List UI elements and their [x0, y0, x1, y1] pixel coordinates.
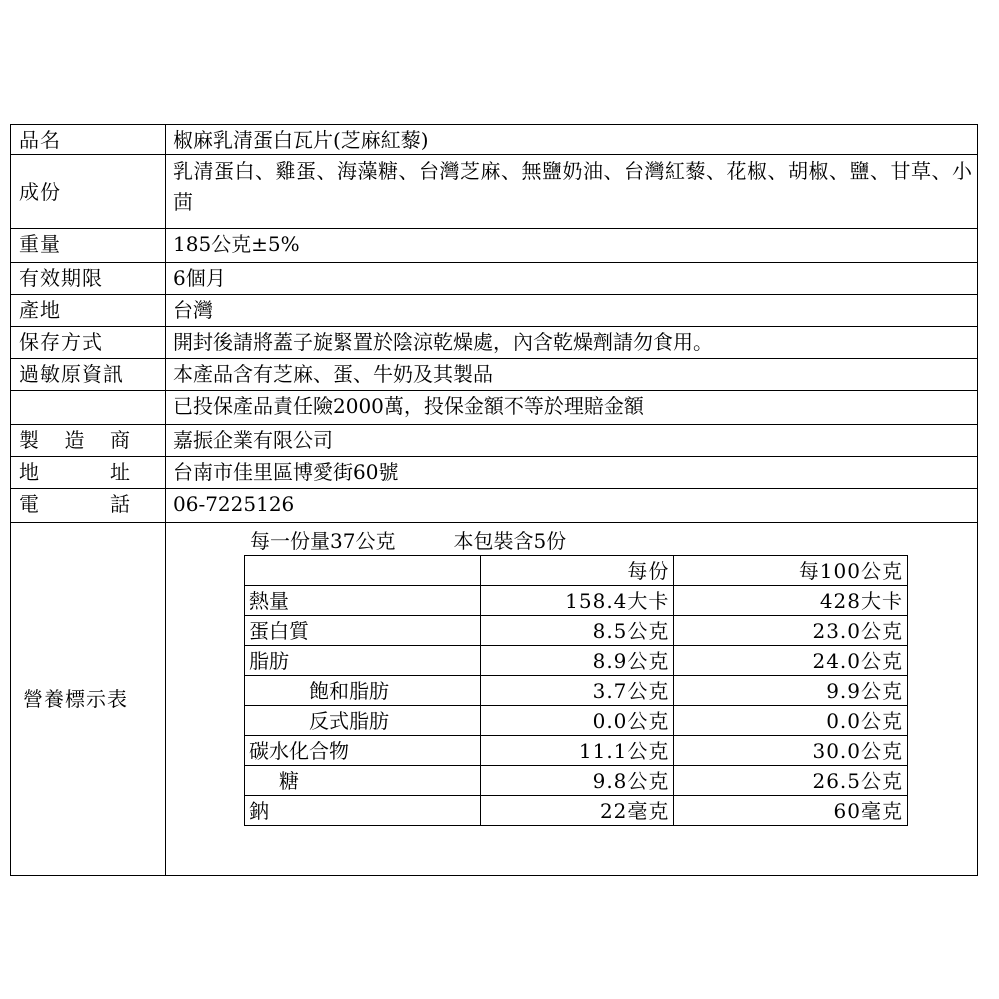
- row-expiry: [11, 263, 977, 295]
- row-origin: [11, 295, 977, 327]
- col-per-100g: 每100公克: [674, 556, 908, 586]
- nutrient-name: 糖: [245, 766, 481, 796]
- nutrition-row-calories: [245, 586, 908, 616]
- value-storage: 開封後請將蓋子旋緊置於陰涼乾燥處，內含乾燥劑請勿食用。: [173, 330, 713, 354]
- nutrient-per-serving: 158.4大卡: [480, 586, 674, 616]
- row-storage: [11, 327, 977, 359]
- label-address-char-1: 地: [19, 460, 40, 484]
- row-manufacturer: [11, 425, 977, 457]
- value-product-name: 椒麻乳清蛋白瓦片(芝麻紅藜): [173, 128, 429, 152]
- nutrition-row-saturated-fat: [245, 676, 908, 706]
- label-insurance: [11, 391, 166, 424]
- label-manufacturer-char-3: 商: [110, 428, 131, 452]
- nutrient-per-serving: 3.7公克: [480, 676, 674, 706]
- row-allergen: [11, 359, 977, 391]
- value-manufacturer: 嘉振企業有限公司: [173, 428, 333, 452]
- serving-size: 每一份量37公克: [250, 529, 396, 553]
- label-manufacturer: [11, 425, 166, 456]
- row-address: [11, 457, 977, 489]
- value-allergen: 本產品含有芝麻、蛋、牛奶及其製品: [173, 362, 493, 386]
- nutrient-per-serving: 8.5公克: [480, 616, 674, 646]
- value-ingredients: 乳清蛋白、雞蛋、海藻糖、台灣芝麻、無鹽奶油、台灣紅藜、花椒、胡椒、鹽、甘草、小茴: [173, 159, 973, 214]
- value-insurance: 已投保產品責任險2000萬，投保金額不等於理賠金額: [173, 394, 644, 418]
- row-weight: [11, 229, 977, 263]
- label-nutrition-text: 營養標示表: [23, 687, 128, 711]
- nutrition-row-sodium: [245, 796, 908, 826]
- nutrient-per-serving: 22毫克: [480, 796, 674, 826]
- nutrient-name: 碳水化合物: [245, 736, 481, 766]
- nutrient-per-100g: 60毫克: [674, 796, 908, 826]
- label-ingredients-text: 成份: [19, 179, 61, 204]
- nutrition-header-row: [245, 556, 908, 586]
- row-product-name: [11, 125, 977, 155]
- nutrient-per-serving: 11.1公克: [480, 736, 674, 766]
- label-weight: 重量: [11, 229, 166, 262]
- nutrient-name: 脂肪: [245, 646, 481, 676]
- value-origin: 台灣: [173, 298, 213, 322]
- label-phone: [11, 489, 166, 522]
- nutrient-per-100g: 428大卡: [674, 586, 908, 616]
- nutrient-name: 飽和脂肪: [245, 676, 481, 706]
- label-address-char-2: 址: [110, 460, 131, 484]
- nutrient-per-100g: 23.0公克: [674, 616, 908, 646]
- nutrient-per-100g: 24.0公克: [674, 646, 908, 676]
- nutrient-per-100g: 30.0公克: [674, 736, 908, 766]
- nutrient-name: 反式脂肪: [245, 706, 481, 736]
- nutrient-name: 鈉: [245, 796, 481, 826]
- label-ingredients: [11, 155, 166, 228]
- value-weight: 185公克±5%: [173, 232, 300, 256]
- nutrition-facts-table: [244, 555, 908, 826]
- nutrient-per-serving: 9.8公克: [480, 766, 674, 796]
- label-manufacturer-char-1: 製: [19, 428, 40, 452]
- row-insurance: [11, 391, 977, 425]
- label-manufacturer-char-2: 造: [64, 428, 86, 452]
- nutrition-row-protein: [245, 616, 908, 646]
- row-phone: [11, 489, 977, 523]
- nutrient-per-serving: 0.0公克: [480, 706, 674, 736]
- nutrition-serving-info: [250, 528, 566, 554]
- nutrition-header-blank: [245, 556, 481, 586]
- label-phone-char-1: 電: [19, 492, 40, 516]
- row-ingredients: [11, 155, 977, 229]
- label-phone-char-2: 話: [110, 492, 131, 516]
- value-address: 台南市佳里區博愛街60號: [173, 460, 399, 484]
- label-storage: 保存方式: [11, 327, 166, 358]
- nutrition-row-fat: [245, 646, 908, 676]
- label-product-name: 品名: [11, 125, 166, 154]
- nutrient-name: 熱量: [245, 586, 481, 616]
- value-expiry: 6個月: [173, 266, 226, 290]
- label-address: [11, 457, 166, 488]
- label-nutrition: [11, 523, 166, 875]
- nutrition-row-carbohydrate: [245, 736, 908, 766]
- nutrition-row-sugar: [245, 766, 908, 796]
- label-origin: 產地: [11, 295, 166, 326]
- nutrient-per-100g: 9.9公克: [674, 676, 908, 706]
- nutrient-per-100g: 26.5公克: [674, 766, 908, 796]
- value-phone: 06-7225126: [173, 492, 295, 516]
- nutrient-per-100g: 0.0公克: [674, 706, 908, 736]
- nutrition-row-trans-fat: [245, 706, 908, 736]
- label-expiry: 有效期限: [11, 263, 166, 294]
- nutrient-name: 蛋白質: [245, 616, 481, 646]
- col-per-serving: 每份: [480, 556, 674, 586]
- nutrient-per-serving: 8.9公克: [480, 646, 674, 676]
- servings-per-pack: 本包裝含5份: [453, 529, 567, 553]
- label-allergen: 過敏原資訊: [11, 359, 166, 390]
